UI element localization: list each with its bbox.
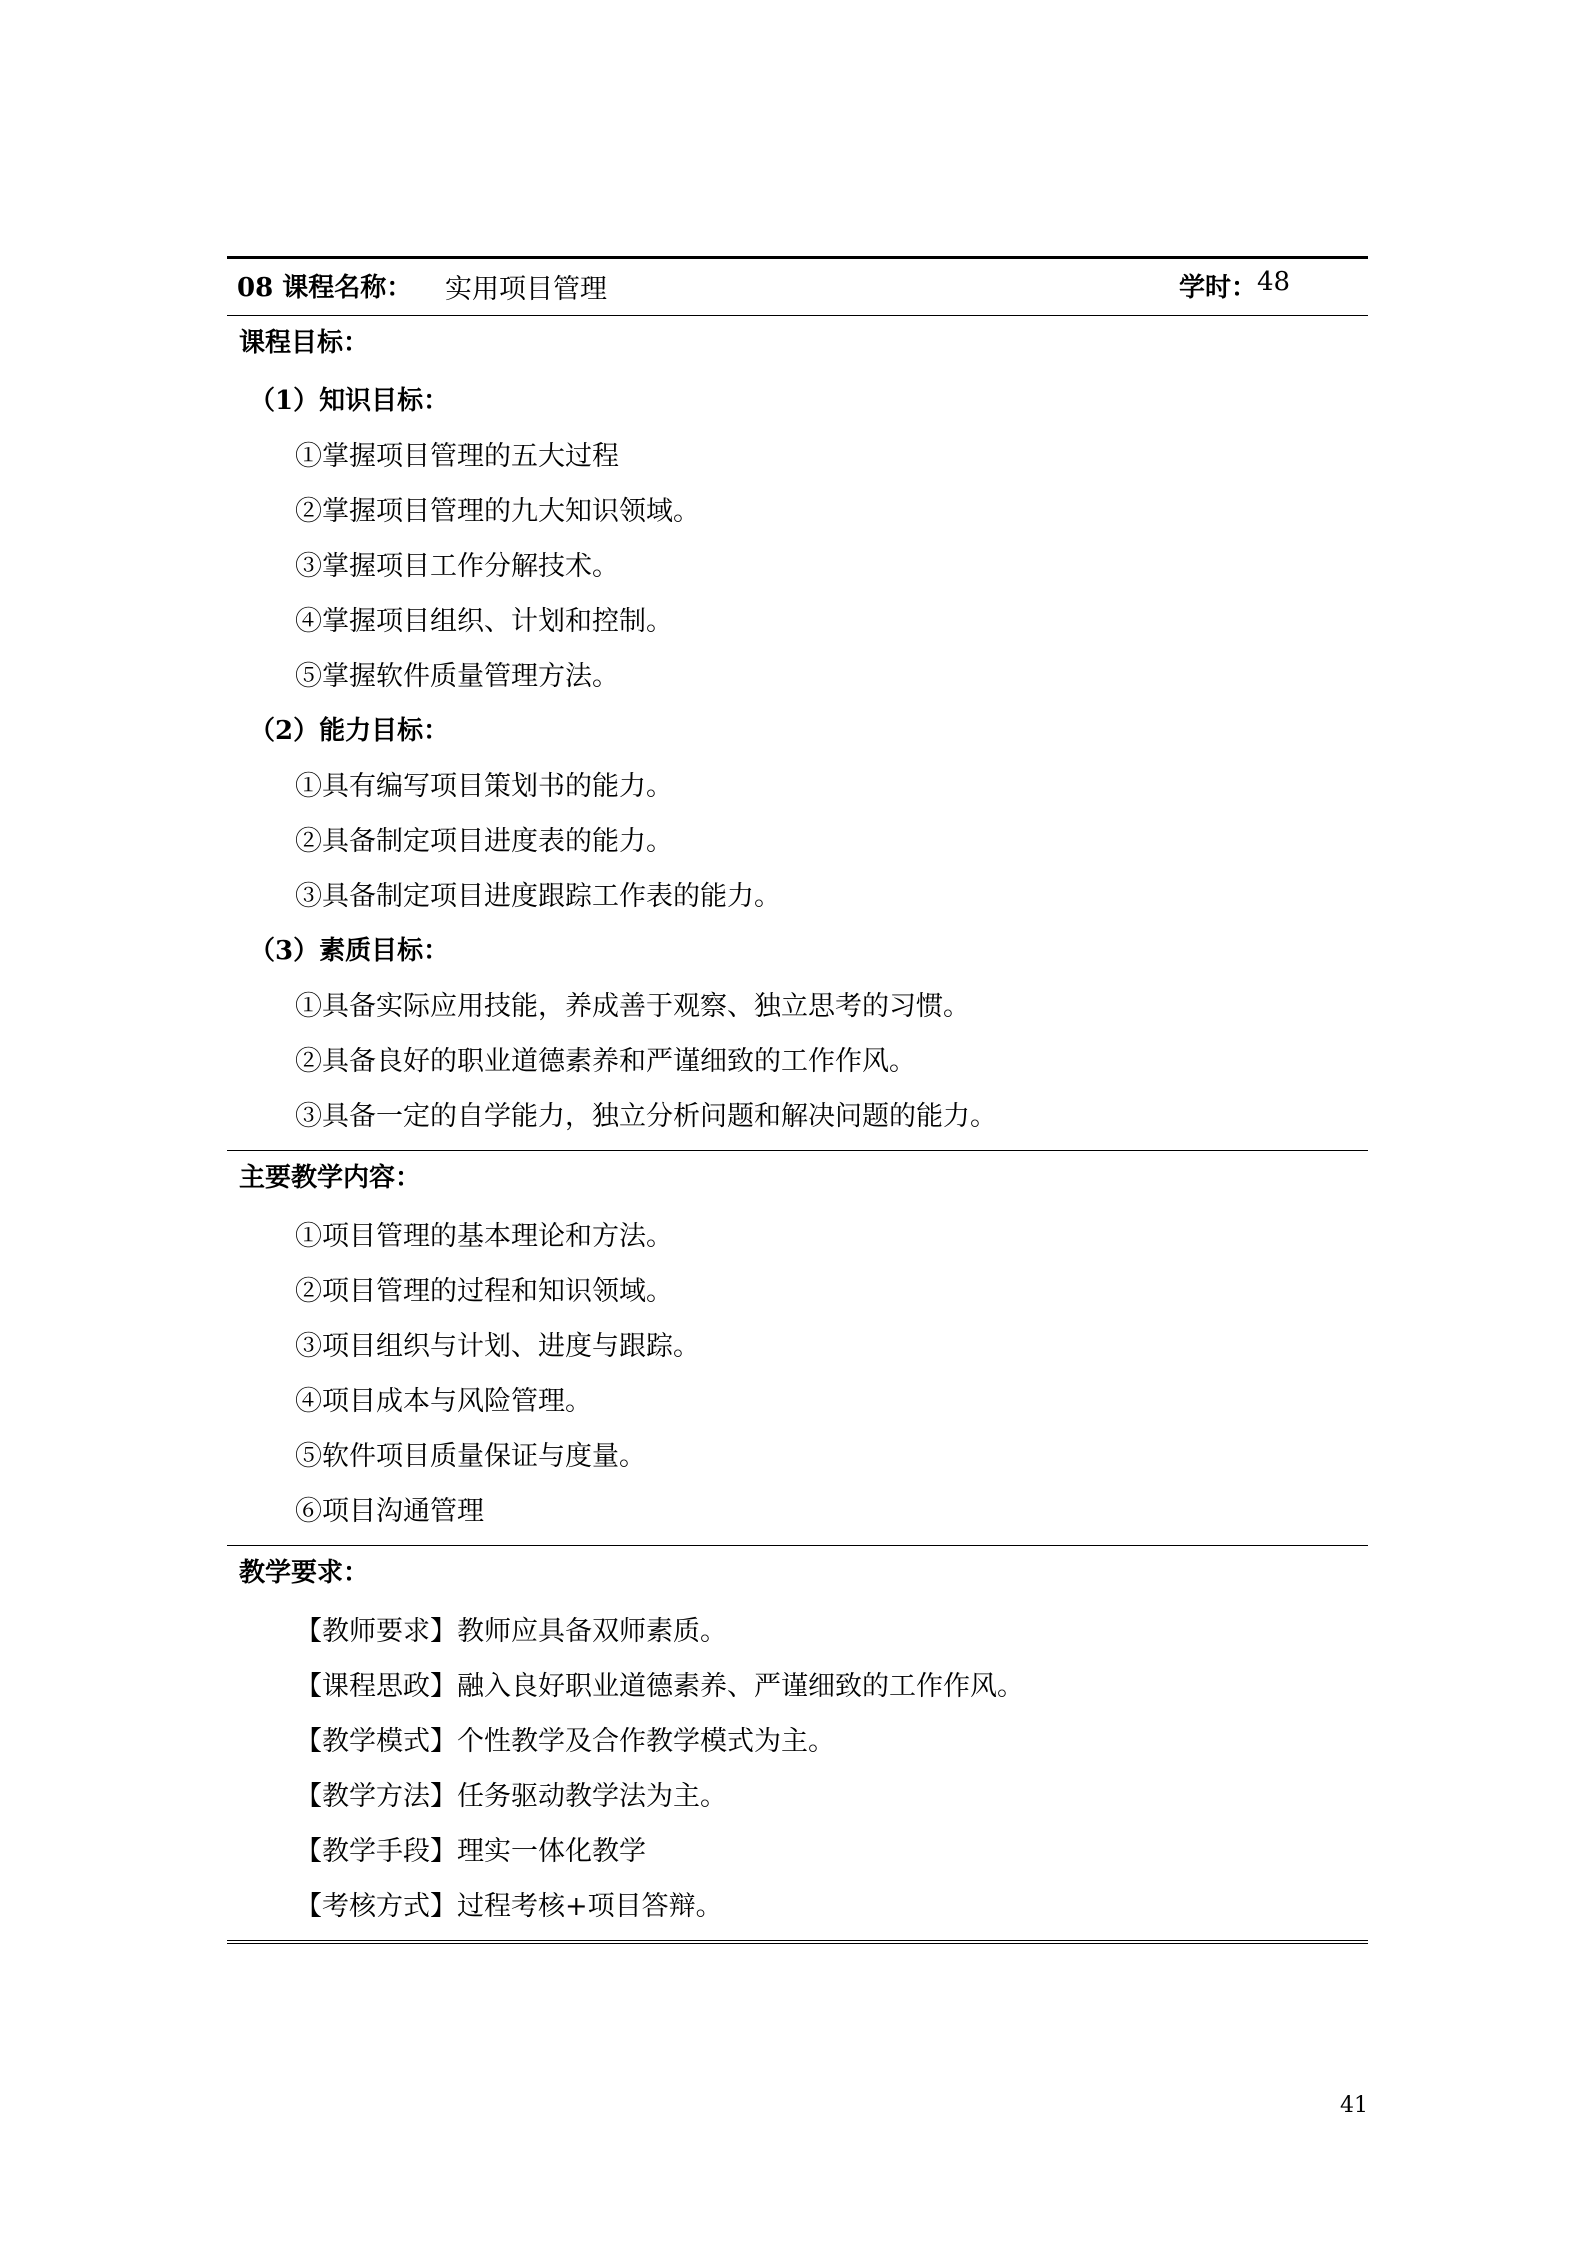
table-bottom-rule — [227, 1940, 1368, 1944]
list-item: ③具备一定的自学能力，独立分析问题和解决问题的能力。 — [295, 1101, 997, 1132]
list-item: 【考核方式】过程考核+项目答辩。 — [295, 1891, 723, 1922]
list-item: ④掌握项目组织、计划和控制。 — [295, 606, 673, 637]
hours-label: 学时： — [1179, 273, 1258, 303]
ability-objectives-title: （2）能力目标： — [249, 716, 450, 746]
content-section — [227, 1151, 1368, 1545]
knowledge-objectives-title: （1）知识目标： — [249, 386, 450, 416]
list-item: ③具备制定项目进度跟踪工作表的能力。 — [295, 881, 781, 912]
course-name-value: 实用项目管理 — [445, 274, 607, 305]
list-item: 【教学模式】个性教学及合作教学模式为主。 — [295, 1726, 835, 1757]
list-item: ①具有编写项目策划书的能力。 — [295, 771, 673, 802]
list-item: 【教学手段】理实一体化教学 — [295, 1836, 646, 1867]
hours-value: 48 — [1257, 267, 1291, 297]
course-name-label: 08 课程名称： — [237, 273, 413, 303]
list-item: ②项目管理的过程和知识领域。 — [295, 1276, 673, 1307]
page-number: 41 — [1340, 2093, 1368, 2118]
list-item: 【教学方法】任务驱动教学法为主。 — [295, 1781, 727, 1812]
list-item: ⑥项目沟通管理 — [295, 1496, 484, 1527]
list-item: ②具备良好的职业道德素养和严谨细致的工作作风。 — [295, 1046, 916, 1077]
list-item: ③项目组织与计划、进度与跟踪。 — [295, 1331, 700, 1362]
quality-objectives-title: （3）素质目标： — [249, 936, 450, 966]
list-item: ②具备制定项目进度表的能力。 — [295, 826, 673, 857]
course-table — [227, 256, 1368, 1944]
objectives-section — [227, 316, 1368, 1150]
requirements-section — [227, 1546, 1368, 1940]
list-item: ①具备实际应用技能，养成善于观察、独立思考的习惯。 — [295, 991, 970, 1022]
list-item: ⑤掌握软件质量管理方法。 — [295, 661, 619, 692]
list-item: ①项目管理的基本理论和方法。 — [295, 1221, 673, 1252]
list-item: 【教师要求】教师应具备双师素质。 — [295, 1616, 727, 1647]
list-item: ⑤软件项目质量保证与度量。 — [295, 1441, 646, 1472]
list-item: ③掌握项目工作分解技术。 — [295, 551, 619, 582]
content-title: 主要教学内容： — [239, 1163, 422, 1193]
requirements-title: 教学要求： — [239, 1558, 370, 1588]
course-header-row — [227, 259, 1368, 315]
list-item: ④项目成本与风险管理。 — [295, 1386, 592, 1417]
list-item: ②掌握项目管理的九大知识领域。 — [295, 496, 700, 527]
list-item: ①掌握项目管理的五大过程 — [295, 441, 619, 472]
objectives-title: 课程目标： — [239, 328, 370, 358]
list-item: 【课程思政】融入良好职业道德素养、严谨细致的工作作风。 — [295, 1671, 1024, 1702]
